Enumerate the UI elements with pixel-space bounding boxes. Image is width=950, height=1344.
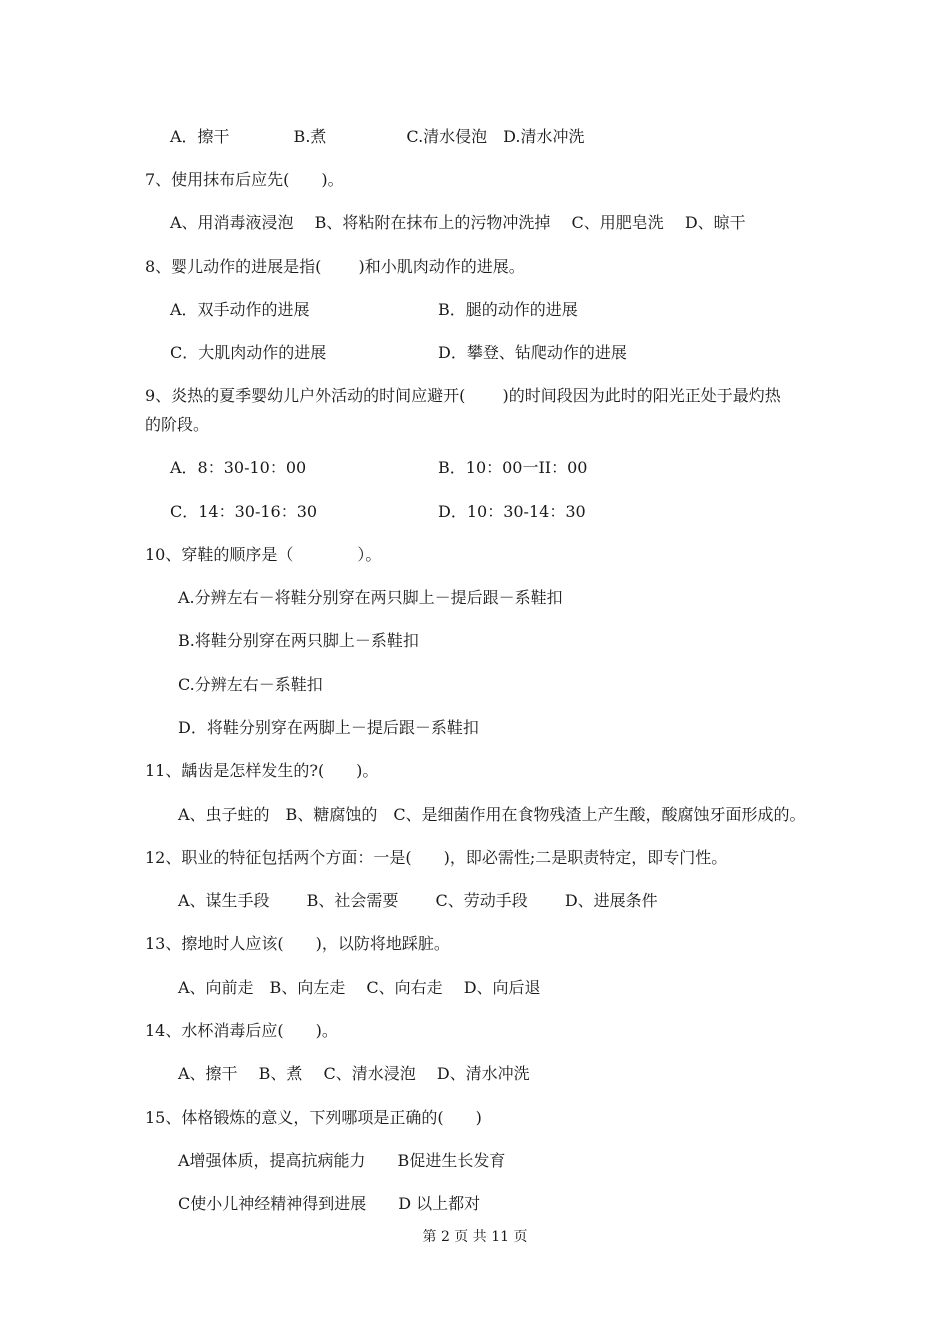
q10-option-a: A.分辨左右－将鞋分别穿在两只脚上－提后跟－系鞋扣 [178,588,563,607]
q8-option-c: C．大肌肉动作的进展 [170,343,327,362]
q9-option-b: B．10：00一II：00 [438,458,588,477]
q14-options: A、擦干 B、煮 C、清水浸泡 D、清水冲洗 [178,1064,530,1083]
q12-options: A、谋生手段 B、社会需要 C、劳动手段 D、进展条件 [178,891,658,910]
q10-option-d: D．将鞋分别穿在两脚上－提后跟－系鞋扣 [178,718,479,737]
page-footer: 第 2 页 共 11 页 [422,1229,528,1245]
question-13: 13、擦地时人应该( )，以防将地踩脏。 [145,934,450,953]
q10-option-c: C.分辨左右－系鞋扣 [178,675,323,694]
question-9: 9、炎热的夏季婴幼儿户外活动的时间应避开( )的时间段因为此时的阳光正处于最灼热 [145,386,781,405]
q11-options: A、虫子蛀的 B、糖腐蚀的 C、是细菌作用在食物残渣上产生酸，酸腐蚀牙面形成的。 [178,805,806,824]
question-9-continued: 的阶段。 [145,415,210,434]
q15-options-cd: C使小儿神经精神得到进展 D 以上都对 [178,1194,481,1213]
q8-option-b: B．腿的动作的进展 [438,300,578,319]
q9-option-d: D．10：30-14：30 [438,502,586,521]
question-10: 10、穿鞋的顺序是（ ）。 [145,545,382,564]
question-7: 7、使用抹布后应先( )。 [145,170,344,189]
q7-options: A、用消毒液浸泡 B、将粘附在抹布上的污物冲洗掉 C、用肥皂洗 D、晾干 [170,213,746,232]
question-12: 12、职业的特征包括两个方面：一是( )，即必需性;二是职责特定，即专门性。 [145,848,728,867]
q8-option-a: A．双手动作的进展 [170,300,310,319]
question-14: 14、水杯消毒后应( )。 [145,1021,338,1040]
question-15: 15、体格锻炼的意义，下列哪项是正确的( ) [145,1108,482,1127]
q8-option-d: D．攀登、钻爬动作的进展 [438,343,627,362]
q10-option-b: B.将鞋分别穿在两只脚上－系鞋扣 [178,631,419,650]
q6-options: A．擦干 B.煮 C.清水侵泡 D.清水冲洗 [170,127,585,146]
q9-option-c: C．14：30-16：30 [170,502,318,521]
q13-options: A、向前走 B、向左走 C、向右走 D、向后退 [178,978,541,997]
q15-options-ab: A增强体质，提高抗病能力 B促进生长发育 [178,1151,506,1170]
question-11: 11、龋齿是怎样发生的?( )。 [145,761,379,780]
q9-option-a: A．8：30-10：00 [170,458,307,477]
question-8: 8、婴儿动作的进展是指( )和小肌肉动作的进展。 [145,257,525,276]
